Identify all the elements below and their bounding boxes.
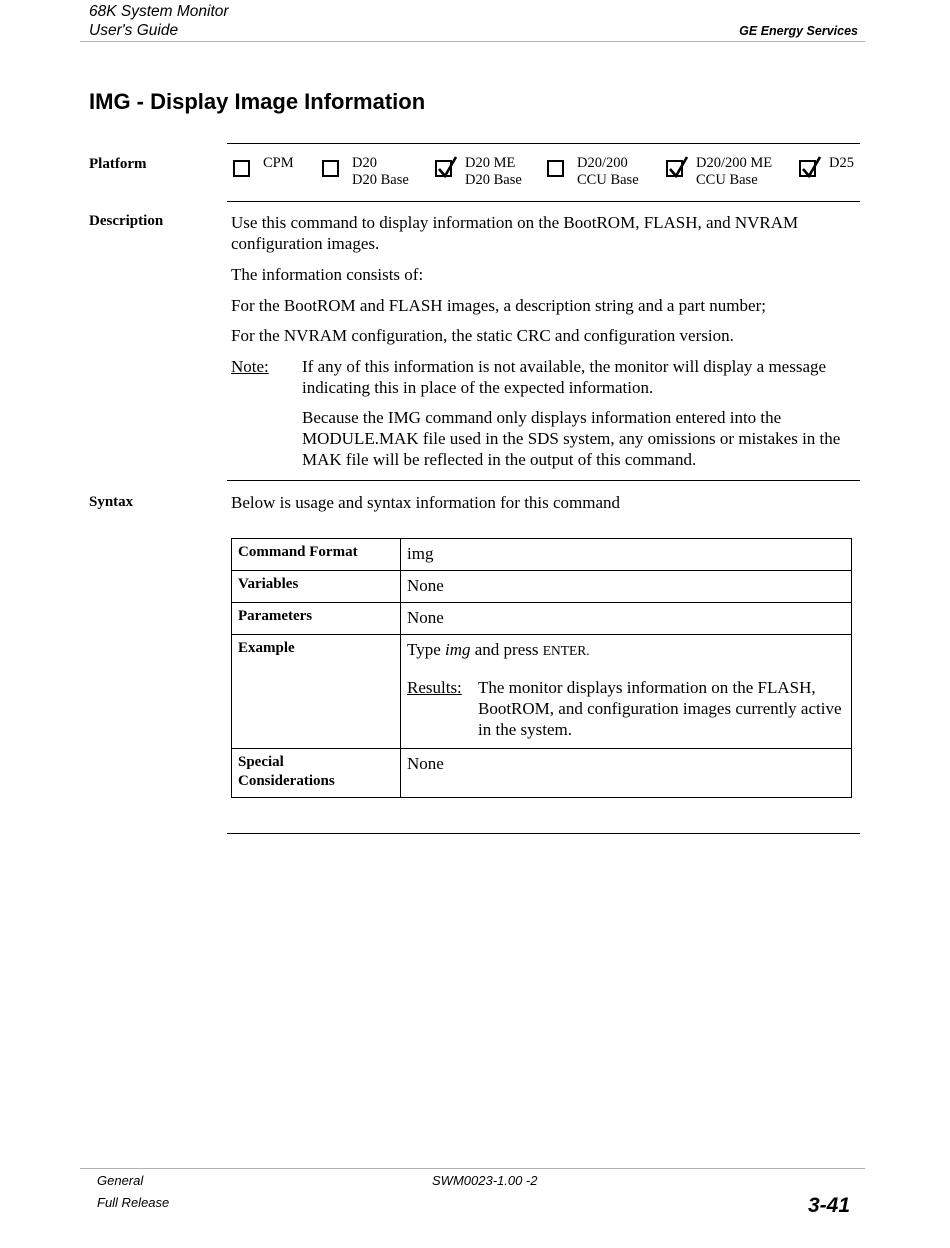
table-value: None [401, 749, 852, 798]
table-key: Parameters [232, 603, 401, 635]
table-key: Command Format [232, 539, 401, 571]
footer-doc-id: SWM0023-1.00 -2 [432, 1173, 538, 1188]
example-command: img [445, 640, 471, 659]
platform-item-label: CPM [263, 155, 294, 171]
description-paragraph: For the NVRAM configuration, the static CRC and configuration version. [231, 326, 734, 345]
example-type-word: Type [407, 640, 441, 659]
note-text: If any of this information is not available, the monitor will display a message indicating this in place of the expected information. [302, 357, 827, 397]
checked-checkbox-icon [666, 160, 683, 177]
platform-item-d20-200-me [666, 155, 772, 189]
note-text: Because the IMG command only displays information entered into the MODULE.MAK file used in the SDS system, any omissions or mistakes in the MAK file will be reflected in the output of this command. [302, 408, 841, 469]
platform-item-label: D20/200 [577, 155, 628, 171]
results-text: The monitor displays information on the FLASH, BootROM, and configuration images currently active in the system. [478, 678, 842, 739]
checked-checkbox-icon [799, 160, 816, 177]
enter-key-label: ENTER [542, 643, 587, 658]
platform-item-sublabel: CCU Base [696, 172, 758, 188]
platform-item-d25 [799, 155, 854, 177]
platform-label: Platform [89, 156, 147, 172]
header-divider [80, 41, 865, 42]
company-name: GE Energy Services [739, 24, 858, 38]
table-row [232, 539, 852, 571]
description-paragraph: For the BootROM and FLASH images, a description string and a part number; [231, 296, 766, 315]
document-title-line1: 68K System Monitor [89, 3, 229, 20]
results-label: Results: [407, 678, 462, 697]
footer-release: Full Release [97, 1195, 170, 1210]
footer-category: General [97, 1173, 144, 1188]
platform-item-d20-me [435, 155, 522, 189]
footer-divider [80, 1168, 865, 1169]
platform-item-label: D20/200 ME [696, 155, 773, 171]
document-title [89, 2, 229, 40]
platform-item-sublabel: CCU Base [577, 172, 639, 188]
syntax-table [231, 538, 852, 798]
example-cell [401, 635, 852, 749]
platform-item-sublabel: D20 Base [352, 172, 409, 188]
table-value: img [401, 539, 852, 571]
syntax-intro: Below is usage and syntax information for this command [231, 493, 621, 512]
platform-item-d20 [322, 155, 409, 189]
platform-item-sublabel: D20 Base [465, 172, 522, 188]
syntax-label: Syntax [89, 494, 134, 510]
table-row [232, 603, 852, 635]
example-and-press: and press [474, 640, 539, 659]
checkbox-icon [322, 160, 339, 177]
example-period: . [586, 643, 590, 658]
checkbox-icon [547, 160, 564, 177]
table-key [232, 749, 401, 798]
syntax-bottom-rule [227, 833, 860, 834]
document-title-line2: User's Guide [89, 22, 179, 39]
table-key: Variables [232, 571, 401, 603]
table-row [232, 635, 852, 749]
description-label: Description [89, 213, 164, 229]
description-paragraph: Use this command to display information on the BootROM, FLASH, and NVRAM configuration images. [231, 213, 799, 253]
platform-item-cpm [233, 155, 294, 177]
checkbox-icon [233, 160, 250, 177]
table-value: None [401, 571, 852, 603]
example-line [407, 639, 845, 661]
description-paragraph: The information consists of: [231, 265, 424, 284]
table-row [232, 749, 852, 798]
platform-item-label: D20 [352, 155, 377, 171]
checked-checkbox-icon [435, 160, 452, 177]
page-number: 3-41 [807, 1194, 850, 1217]
platform-item-label: D25 [829, 155, 854, 171]
results [407, 677, 845, 740]
platform-item-d20-200 [547, 155, 639, 189]
note-label: Note: [231, 357, 269, 376]
platform-bottom-rule [227, 201, 860, 202]
table-key: Example [232, 635, 401, 749]
page-heading: IMG - Display Image Information [89, 89, 426, 114]
platform-item-label: D20 ME [465, 155, 516, 171]
table-key-line: Considerations [238, 773, 335, 789]
table-key-line: Special [238, 754, 284, 770]
platform-top-rule [227, 143, 860, 144]
table-row [232, 571, 852, 603]
table-value: None [401, 603, 852, 635]
description-bottom-rule [227, 480, 860, 481]
